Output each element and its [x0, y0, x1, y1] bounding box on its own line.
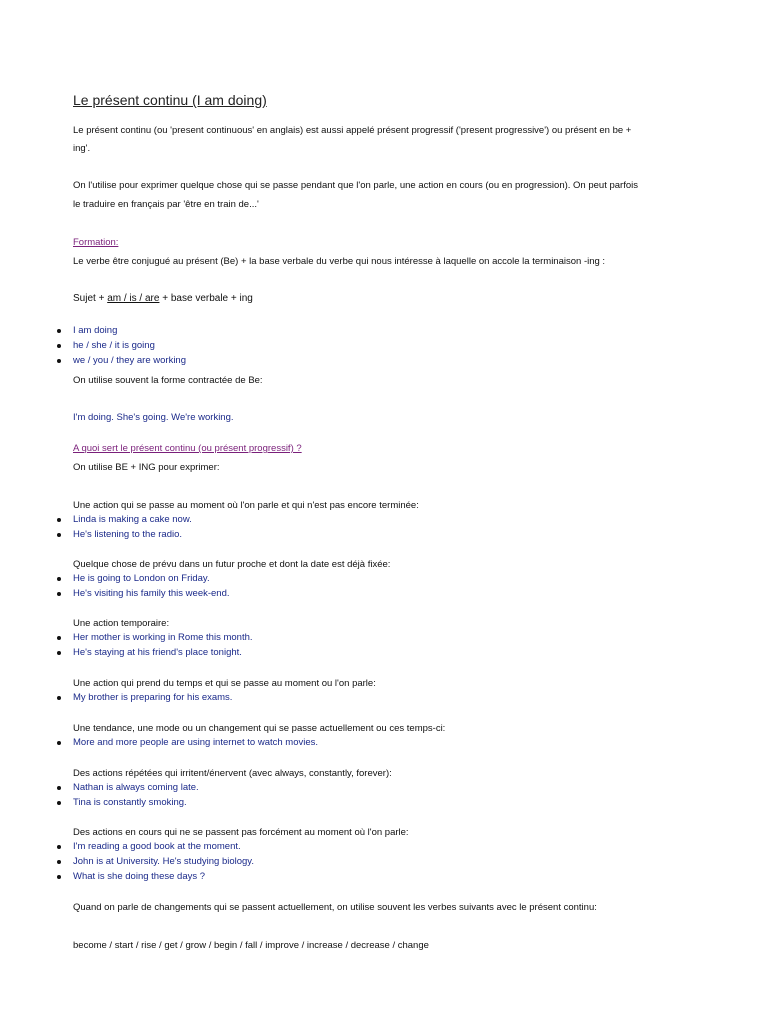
intro-line-1: Le présent continu (ou 'present continuous' en anglais) est aussi appelé présent progressif ('present progressive') ou présent en be + — [73, 125, 632, 136]
bullet-icon — [57, 329, 61, 333]
usage-heading: A quoi sert le présent continu (ou présent progressif) ? — [73, 443, 302, 454]
usage-section-heading: Une tendance, une mode ou un changement qui se passe actuellement ou ces temps-ci: — [73, 723, 446, 734]
usage-example: I'm reading a good book at the moment. — [73, 841, 241, 852]
usage-section-heading: Une action temporaire: — [73, 618, 170, 629]
bullet-icon — [57, 875, 61, 879]
usage-example: He is going to London on Friday. — [73, 573, 210, 584]
intro-line-3: On l'utilise pour exprimer quelque chose qui se passe pendant que l'on parle, une action en cours (ou en progression). On peut parfois — [73, 180, 638, 191]
usage-section-heading: Quelque chose de prévu dans un futur proche et dont la date est déjà fixée: — [73, 559, 391, 570]
usage-intro: On utilise BE + ING pour exprimer: — [73, 462, 220, 473]
bullet-icon — [57, 801, 61, 805]
formation-example: we / you / they are working — [73, 355, 186, 366]
bullet-icon — [57, 651, 61, 655]
formation-example: I am doing — [73, 325, 118, 336]
bullet-icon — [57, 533, 61, 537]
bullet-icon — [57, 786, 61, 790]
formation-heading: Formation: — [73, 237, 119, 248]
bullet-icon — [57, 860, 61, 864]
formation-example: he / she / it is going — [73, 340, 155, 351]
bullet-icon — [57, 359, 61, 363]
bullet-icon — [57, 636, 61, 640]
bullet-icon — [57, 741, 61, 745]
usage-example: Nathan is always coming late. — [73, 782, 199, 793]
intro-line-4: le traduire en français par 'être en train de...' — [73, 199, 259, 210]
usage-example: Tina is constantly smoking. — [73, 797, 187, 808]
changes-text: Quand on parle de changements qui se passent actuellement, on utilise souvent les verbes suivants avec le présent continu: — [73, 902, 597, 913]
contracted-examples: I'm doing. She's going. We're working. — [73, 412, 234, 423]
formula-forms: am / is / are — [107, 293, 160, 304]
bullet-icon — [57, 845, 61, 849]
bullet-icon — [57, 592, 61, 596]
page-title: Le présent continu (I am doing) — [73, 92, 267, 108]
usage-section-heading: Des actions répétées qui irritent/énervent (avec always, constantly, forever): — [73, 768, 392, 779]
usage-example: He's listening to the radio. — [73, 529, 183, 540]
usage-section-heading: Une action qui se passe au moment où l'on parle et qui n'est pas encore terminée: — [73, 500, 419, 511]
bullet-icon — [57, 518, 61, 522]
usage-section-heading: Des actions en cours qui ne se passent pas forcément au moment où l'on parle: — [73, 827, 409, 838]
formula-prefix: Sujet + — [73, 293, 108, 304]
usage-example: Her mother is working in Rome this month. — [73, 632, 253, 643]
usage-example: He's visiting his family this week-end. — [73, 588, 230, 599]
usage-example: John is at University. He's studying biology. — [73, 856, 254, 867]
formula-suffix: + base verbale + ing — [159, 293, 253, 304]
usage-example: What is she doing these days ? — [73, 871, 206, 882]
contracted-intro: On utilise souvent la forme contractée de Be: — [73, 375, 263, 386]
bullet-icon — [57, 344, 61, 348]
usage-example: My brother is preparing for his exams. — [73, 692, 233, 703]
bullet-icon — [57, 577, 61, 581]
usage-example: He's staying at his friend's place tonight. — [73, 647, 242, 658]
usage-section-heading: Une action qui prend du temps et qui se passe au moment ou l'on parle: — [73, 678, 376, 689]
intro-line-2: ing'. — [73, 143, 91, 154]
bullet-icon — [57, 696, 61, 700]
formation-formula — [73, 293, 253, 305]
usage-example: More and more people are using internet to watch movies. — [73, 737, 319, 748]
changes-verbs: become / start / rise / get / grow / begin / fall / improve / increase / decrease / change — [73, 940, 429, 951]
usage-example: Linda is making a cake now. — [73, 514, 192, 525]
formation-text: Le verbe être conjugué au présent (Be) + la base verbale du verbe qui nous intéresse à laquelle on accole la terminaison -ing : — [73, 256, 606, 267]
